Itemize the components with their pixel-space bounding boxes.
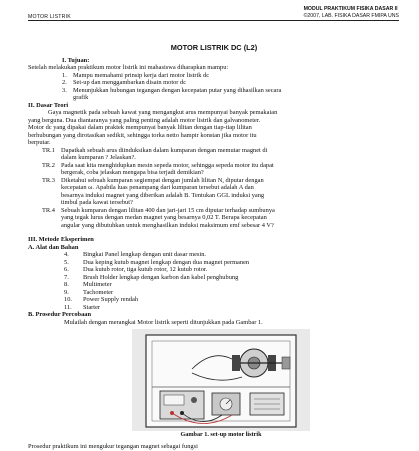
alat-list xyxy=(64,251,400,311)
header-module-name: MODUL PRAKTIKUM FISIKA DASAR II xyxy=(303,6,398,12)
list-item: 1. Mampu memahami prinsip kerja dari motor listrik dc xyxy=(62,71,210,79)
header-rule xyxy=(28,20,399,21)
list-item: 2. Set-up dan menggambarkan disain motor dc xyxy=(62,79,187,86)
list-item: 9. Tachometer xyxy=(64,288,114,296)
tr-item: TR.1 Dapatkah sebuah arus diinduksikan dalam kumparan dengan memutar magnet di dalam kumparan ? Jelaskan?. xyxy=(42,146,268,161)
document-title: MOTOR LISTRIK DC (L2) xyxy=(170,43,258,52)
list-item: 5. Dua keping kutub magnet lengkap dengan dua magnet permanen xyxy=(64,258,250,266)
teori-paragraph: Gaya magnetik pada sebuah kawat yang mengangkut arus mempunyai banyak pemakaian yang berguna. Dua diantaranya yang paling penting adalah motor listrik dan galvanometer. Motor dc yang dipakai dalam praktek mempunyai banyak lilitan dengan tiap-tiap lilitan berhubungan yang dirotasikan sedikit, sehingga torka netto hampir konstan jika motor itu berputar. xyxy=(28,109,278,146)
prosedur-intro: Mulailah dengan merangkai Motor listrik seperti ditunjukkan pada Gambar 1. xyxy=(64,318,263,326)
list-item: 4. Bingkai Panel lengkap dengan unit dasar mesin. xyxy=(64,251,206,258)
running-header-right xyxy=(304,6,399,20)
list-item: 7. Brush Holder lengkap dengan karbon dan kabel penghubung xyxy=(64,273,239,281)
tr-item: TR.3 Diketahui sebuah kumparan segiempat dengan jumlah lilitan N, diputar dengan kecepatan ω. Apabila luas penampang dari kumparan tersebut adalah A dan besarnya induksi magnet yang diberikan adalah B. Tentukan GGL induksi yang timbul pada kawat tersebut? xyxy=(42,176,265,206)
section-tujuan-heading: I. Tujuan: xyxy=(62,56,90,64)
section-metode-heading: III. Metode Eksperimen xyxy=(28,236,94,243)
list-item: 11. Starter xyxy=(64,303,101,311)
figure-motor-setup xyxy=(132,329,310,437)
section-teori-heading: II. Dasar Teori xyxy=(28,101,69,109)
list-item: 6. Dua kutub rotor, tiga kutub rotor, 12 kutub rotor. xyxy=(64,266,208,273)
tr-item: TR.4 Sebuah kumparan dengan lilitan 400 dan jari-jari 15 cm diputar terhadap sumbunya yang tegak lurus dengan medan magnet yang besarnya 0,02 T. Berapa kecepatan angular yang dibutuhkan untuk menghasilkan induksi maksimum emf sebesar 4 V? xyxy=(42,206,275,229)
tugas-rumah-list xyxy=(28,147,400,230)
list-item: 8. Multimeter xyxy=(64,281,112,288)
tr-item: TR.2 Pada saat kita menghidupkan mesin sepeda motor, sehingga sepeda motor itu dapat bergerak, coba jelaskan mengapa bisa terjadi demikian? xyxy=(42,161,274,176)
list-item: 3. Menunjukkan hubungan tegangan dengan kecepatan putar yang dihasilkan secara xyxy=(62,86,282,94)
figure-caption: Gambar 1. set-up motor listrik xyxy=(132,431,310,439)
list-item: 10. Power Supply rendah xyxy=(64,296,139,303)
page-content xyxy=(28,22,400,451)
subsection-alat-heading: A. Alat dan Bahan xyxy=(28,243,79,251)
tujuan-list xyxy=(62,72,400,102)
header-copyright: ©2007, LAB. FISIKA DASAR FMIPA UNS xyxy=(303,13,399,19)
running-header-left: MOTOR LISTRIK xyxy=(28,14,71,20)
list-item: grafik xyxy=(73,94,89,101)
motor-setup-illustration xyxy=(132,329,310,437)
prosedur-text: Prosedur praktikum ini mengukur tegangan magnet sebagai fungsi xyxy=(28,443,198,450)
subsection-prosedur-heading: B. Prosedur Percobaan xyxy=(28,311,92,318)
tujuan-intro: Setelah melakukan praktikum motor listrik ini mahasiswa diharapkan mampu: xyxy=(28,64,229,71)
